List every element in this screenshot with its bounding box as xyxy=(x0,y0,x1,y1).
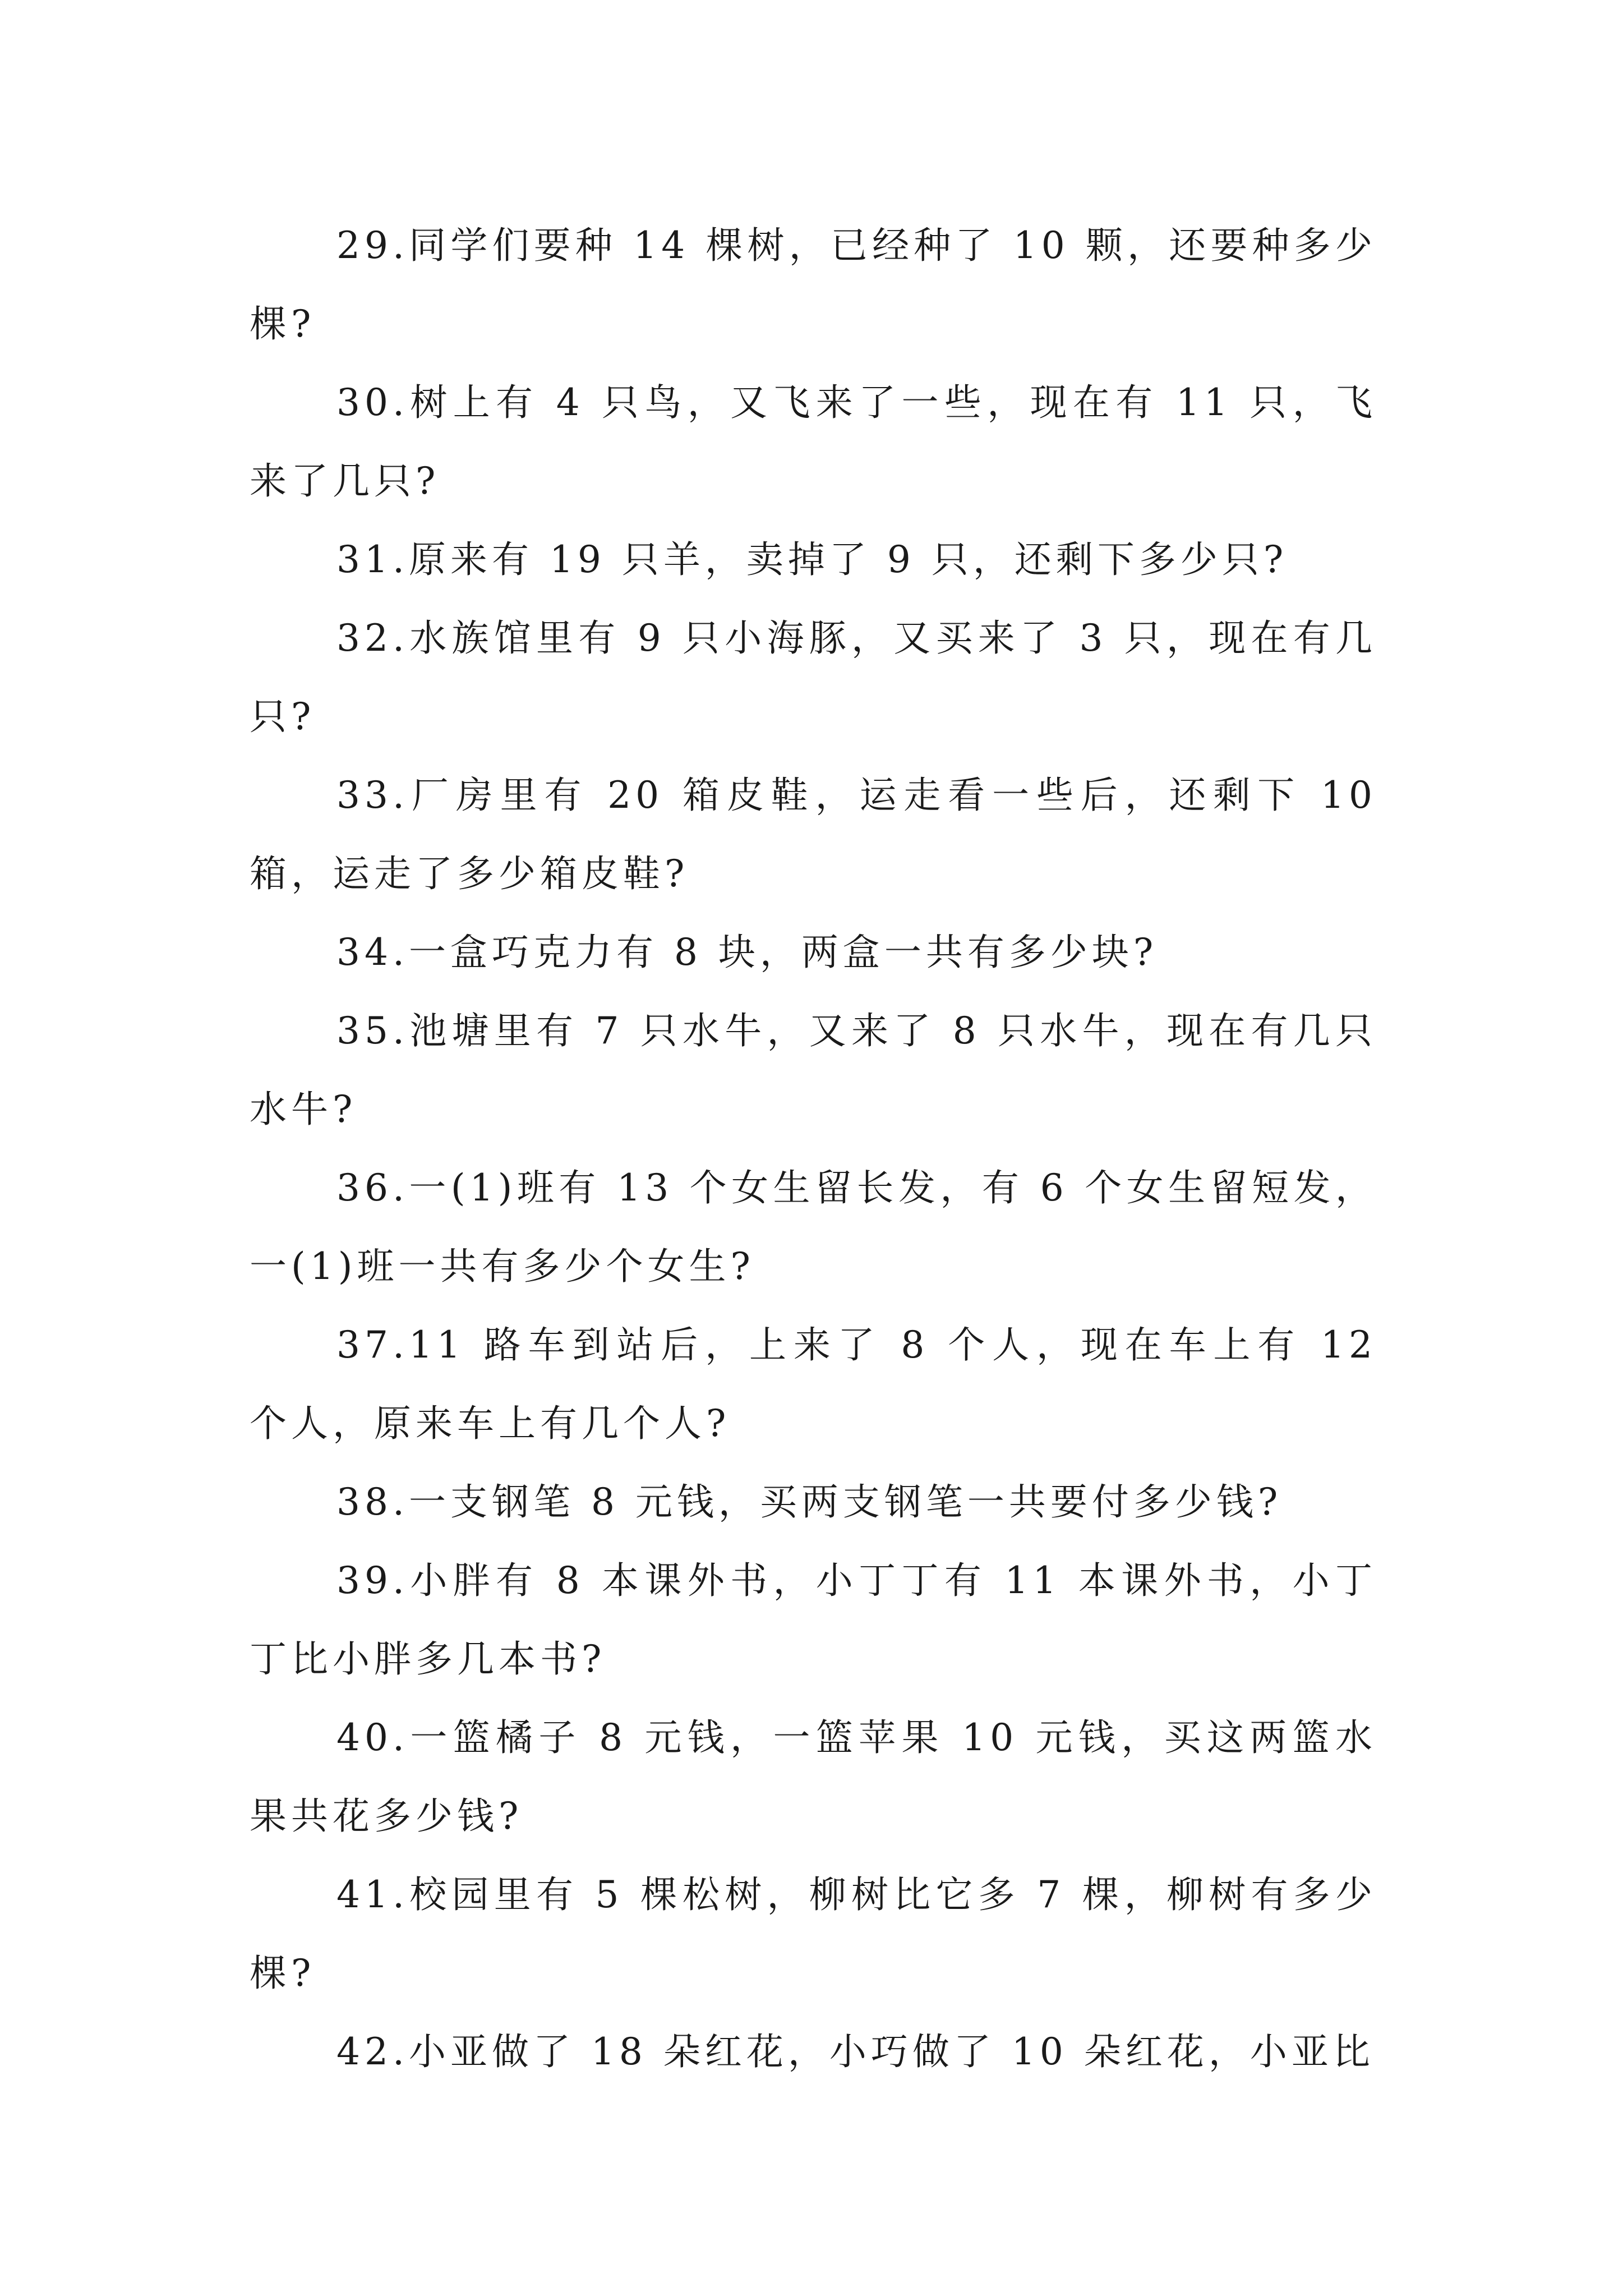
problem-31: 31.原来有 19 只羊，卖掉了 9 只，还剩下多少只? xyxy=(336,538,1288,581)
problem-37: 37.11 路车到站后，上来了 8 个人，现在车上有 12 个人，原来车上有几个人? xyxy=(250,1323,1377,1445)
problem-30: 30.树上有 4 只鸟，又飞来了一些，现在有 11 只，飞来了几只? xyxy=(250,381,1377,503)
problem-38: 38.一支钢笔 8 元钱，买两支钢笔一共要付多少钱? xyxy=(336,1480,1283,1524)
problem-list xyxy=(250,206,1377,2091)
problem-42: 42.小亚做了 18 朵红花，小巧做了 10 朵红花，小亚比 xyxy=(336,2030,1375,2073)
problem-29: 29.同学们要种 14 棵树，已经种了 10 颗，还要种多少棵? xyxy=(250,224,1377,346)
problem-39: 39.小胖有 8 本课外书，小丁丁有 11 本课外书，小丁丁比小胖多几本书? xyxy=(250,1559,1377,1681)
problem-35: 35.池塘里有 7 只水牛，又来了 8 只水牛，现在有几只水牛? xyxy=(250,1009,1377,1131)
problem-40: 40.一篮橘子 8 元钱，一篮苹果 10 元钱，买这两篮水果共花多少钱? xyxy=(250,1716,1377,1838)
problem-33: 33.厂房里有 20 箱皮鞋，运走看一些后，还剩下 10 箱，运走了多少箱皮鞋? xyxy=(250,774,1377,895)
problem-41: 41.校园里有 5 棵松树，柳树比它多 7 棵，柳树有多少棵? xyxy=(250,1873,1377,1995)
problem-36: 36.一(1)班有 13 个女生留长发，有 6 个女生留短发，一(1)班一共有多少个女生? xyxy=(250,1166,1377,1288)
problem-34: 34.一盒巧克力有 8 块，两盒一共有多少块? xyxy=(336,931,1158,974)
problem-32: 32.水族馆里有 9 只小海豚，又买来了 3 只，现在有几只? xyxy=(250,616,1377,738)
